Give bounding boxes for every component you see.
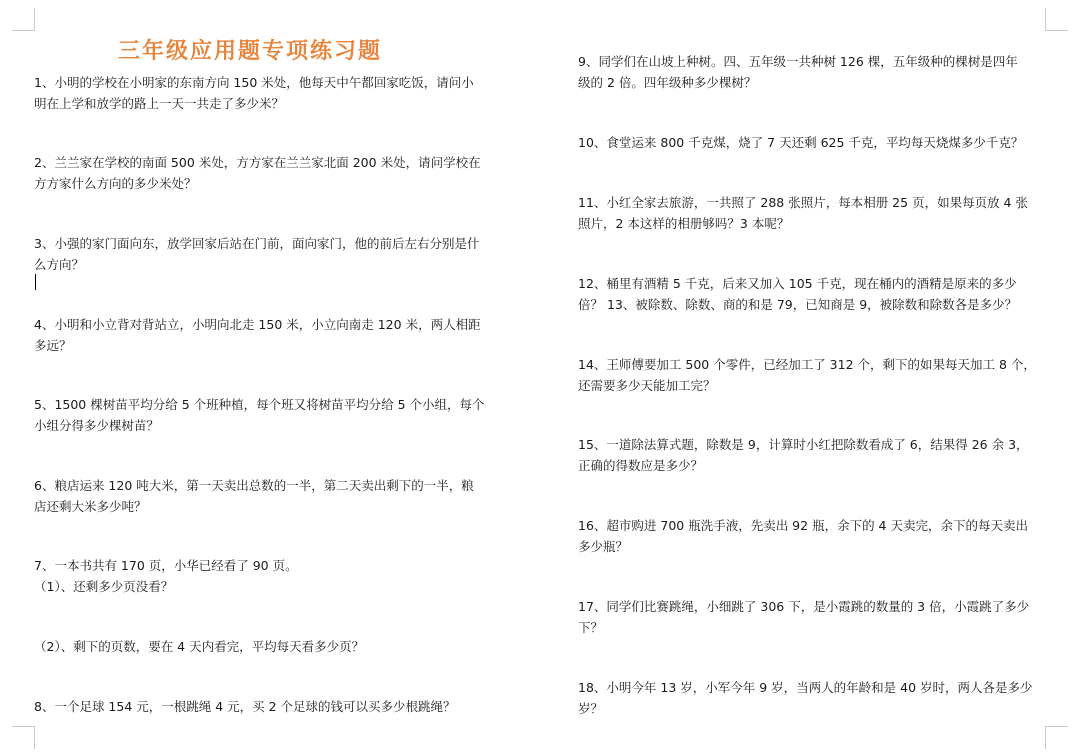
question-line: 6、粮店运来 120 吨大米，第一天卖出总数的一半，第二天卖出剩下的一半，粮 [34,478,474,493]
question-1 [34,72,474,114]
question-line: 2、兰兰家在学校的南面 500 米处，方方家在兰兰家北面 200 米处，请问学校在 [34,155,481,170]
question-line: 1、小明的学校在小明家的东南方向 150 米处，他每天中午都回家吃饭，请问小 [34,75,474,90]
question-line: 11、小红全家去旅游，一共照了 288 张照片，每本相册 25 页，如果每页放 4 张 [578,195,1028,210]
question-line: 级的 2 倍。四年级种多少棵树？ [578,75,757,90]
question-8 [34,696,456,717]
question-line: 店还剩大米多少吨？ [34,499,147,514]
question-line: 8、一个足球 154 元，一根跳绳 4 元，买 2 个足球的钱可以买多少根跳绳？ [34,699,456,714]
question-line: 多远？ [34,338,72,353]
question-line: 7、一本书共有 170 页，小华已经看了 90 页。 [34,558,298,573]
question-line: 5、1500 棵树苗平均分给 5 个班种植，每个班又将树苗平均分给 5 个小组，每个 [34,397,485,412]
question-line: 小组分得多少棵树苗？ [34,418,160,433]
question-16 [578,515,1028,557]
question-11 [578,192,1028,234]
question-line: 照片，2 本这样的相册够吗？3 本呢？ [578,216,790,231]
question-line: （1）、还剩多少页没看？ [34,579,174,594]
question-line: 12、桶里有酒精 5 千克，后来又加入 105 千克，现在桶内的酒精是原来的多少 [578,276,1017,291]
question-14 [578,354,1036,396]
question-4 [34,314,481,356]
question-17 [578,596,1029,638]
question-line: 9、同学们在山坡上种树。四、五年级一共种树 126 棵，五年级种的棵树是四年 [578,54,1018,69]
question-line: 多少瓶？ [578,539,629,554]
question-line: 么方向？ [34,257,85,272]
question-10 [578,132,1023,153]
crop-mark-bottom-right [1045,726,1068,749]
page-title: 三年级应用题专项练习题 [118,38,383,64]
question-line: 正确的得数应是多少？ [578,458,704,473]
question-6 [34,475,474,517]
question-line: 10、食堂运来 800 千克煤，烧了 7 天还剩 625 千克，平均每天烧煤多少千克？ [578,135,1024,150]
question-12-13 [578,273,1017,315]
question-3 [34,233,479,275]
text-cursor [35,274,36,290]
crop-mark-top-right [1045,8,1068,31]
question-line: 4、小明和小立背对背站立，小明向北走 150 米，小立向南走 120 米，两人相距 [34,317,481,332]
crop-mark-top-left [12,8,35,31]
question-line: 还需要多少天能加工完？ [578,378,716,393]
question-5 [34,394,485,436]
question-line: 3、小强的家门面向东，放学回家后站在门前，面向家门，他的前后左右分别是什 [34,236,480,251]
question-line: 14、王师傅要加工 500 个零件，已经加工了 312 个，剩下的如果每天加工 8 个， [578,357,1036,372]
question-line: （2）、剩下的页数，要在 4 天内看完，平均每天看多少页？ [34,639,365,654]
question-2 [34,152,481,194]
question-line: 17、同学们比赛跳绳，小细跳了 306 下，是小霞跳的数量的 3 倍，小霞跳了多少 [578,599,1030,614]
crop-mark-bottom-left [12,726,35,749]
question-7 [34,555,298,597]
question-7-part-2 [34,636,364,657]
question-line: 岁？ [578,701,604,716]
question-18 [578,677,1033,719]
question-line: 方方家什么方向的多少米处？ [34,176,197,191]
question-line: 明在上学和放学的路上一天一共走了多少米？ [34,96,285,111]
question-9 [578,51,1018,93]
question-15 [578,434,1029,476]
question-line: 倍？ 13、被除数、除数、商的和是 79，已知商是 9，被除数和除数各是多少？ [578,297,1018,312]
question-line: 15、一道除法算式题，除数是 9，计算时小红把除数看成了 6，结果得 26 余 3， [578,437,1029,452]
question-line: 下？ [578,620,604,635]
question-line: 18、小明今年 13 岁，小军今年 9 岁，当两人的年龄和是 40 岁时，两人各是多少 [578,680,1033,695]
question-line: 16、超市购进 700 瓶洗手液，先卖出 92 瓶，余下的 4 天卖完，余下的每天卖出 [578,518,1028,533]
